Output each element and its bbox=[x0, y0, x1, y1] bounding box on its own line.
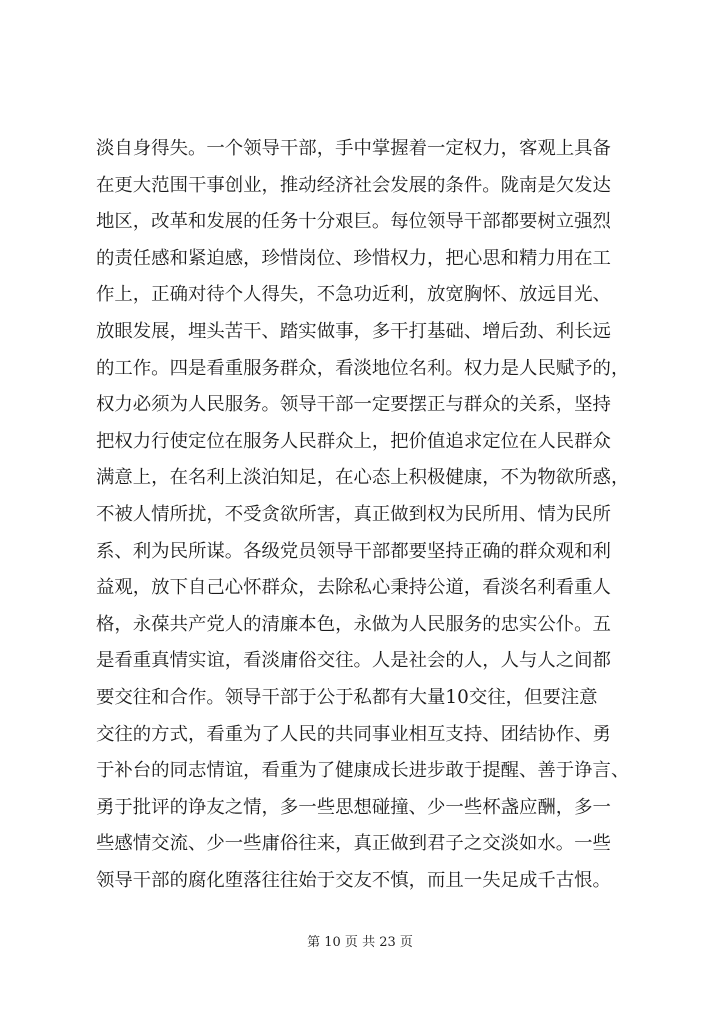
text-line: 交往的方式，看重为了人民的共同事业相互支持、团结协作、勇 bbox=[96, 723, 611, 745]
text-line: 系、利为民所谋。各级党员领导干部都要坚持正确的群众观和利 bbox=[96, 540, 611, 562]
text-line: 要交往和合作。领导干部于公于私都有大量10交往，但要注意 bbox=[96, 686, 598, 708]
text-line: 勇于批评的诤友之情，多一些思想碰撞、少一些杯盏应酬，多一 bbox=[96, 796, 611, 818]
text-line: 的责任感和紧迫感，珍惜岗位、珍惜权力，把心思和精力用在工 bbox=[96, 247, 611, 269]
page-number-footer: 第 10 页 共 23 页 bbox=[307, 935, 413, 950]
text-line: 在更大范围干事创业，推动经济社会发展的条件。陇南是欠发达 bbox=[96, 174, 611, 196]
text-line: 淡自身得失。一个领导干部，手中掌握着一定权力，客观上具备 bbox=[96, 138, 611, 159]
text-line: 把权力行使定位在服务人民群众上，把价值追求定位在人民群众 bbox=[96, 430, 611, 452]
text-line: 益观，放下自己心怀群众，去除私心秉持公道，看淡名利看重人 bbox=[96, 577, 611, 599]
text-line: 作上，正确对待个人得失，不急功近利，放宽胸怀、放远目光、 bbox=[96, 284, 611, 306]
text-line: 的工作。四是看重服务群众，看淡地位名利。权力是人民赋予的， bbox=[96, 357, 630, 379]
text-line: 些感情交流、少一些庸俗往来，真正做到君子之交淡如水。一些 bbox=[96, 833, 611, 855]
body-text bbox=[96, 131, 656, 899]
text-line: 地区，改革和发展的任务十分艰巨。每位领导干部都要树立强烈 bbox=[96, 211, 611, 233]
text-line: 格，永葆共产党人的清廉本色，永做为人民服务的忠实公仆。五 bbox=[96, 613, 611, 635]
text-line: 是看重真情实谊，看淡庸俗交往。人是社会的人，人与人之间都 bbox=[96, 650, 611, 672]
text-line: 权力必须为人民服务。领导干部一定要摆正与群众的关系，坚持 bbox=[96, 394, 611, 416]
text-line: 不被人情所扰，不受贪欲所害，真正做到权为民所用、情为民所 bbox=[96, 503, 611, 525]
text-line: 于补台的同志情谊，看重为了健康成长进步敢于提醒、善于诤言、 bbox=[96, 760, 630, 782]
text-line: 领导干部的腐化堕落往往始于交友不慎，而且一失足成千古恨。 bbox=[96, 869, 611, 891]
text-line: 满意上，在名利上淡泊知足，在心态上积极健康，不为物欲所惑， bbox=[96, 467, 630, 489]
text-line: 放眼发展，埋头苦干、踏实做事，多干打基础、增后劲、利长远 bbox=[96, 320, 611, 342]
